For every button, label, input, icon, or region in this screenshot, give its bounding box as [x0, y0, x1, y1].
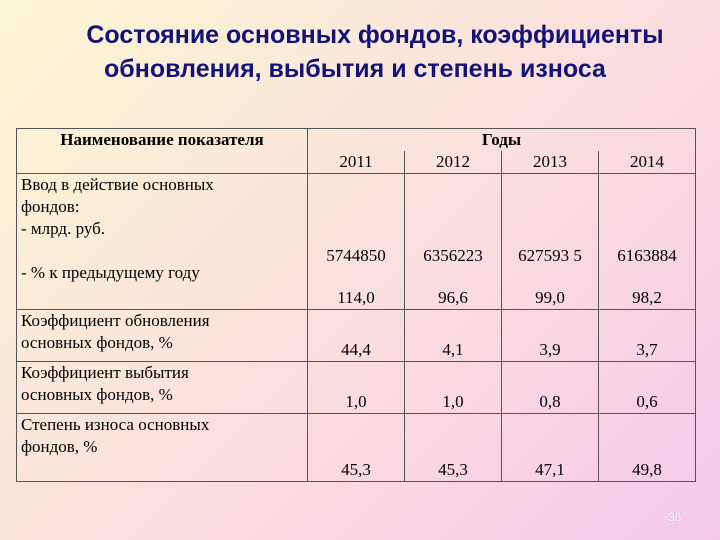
table-cell: 44,4	[308, 310, 405, 362]
table-cell: 0,6	[599, 362, 696, 414]
header-row	[17, 129, 696, 152]
row-label-line: основных фондов, %	[21, 385, 173, 404]
year-2011: 2011	[308, 151, 405, 174]
table-cell	[599, 174, 696, 310]
table-row	[17, 414, 696, 482]
title-line-1: Состояние основных фондов, коэффициенты	[86, 21, 664, 49]
year-2014: 2014	[599, 151, 696, 174]
indicators-table	[16, 128, 696, 482]
row-label-line: - % к предыдущему году	[21, 263, 200, 282]
cell-value-abs: 6356223	[423, 246, 483, 265]
table-cell: 45,3	[308, 414, 405, 482]
table-cell	[308, 174, 405, 310]
table-cell: 1,0	[308, 362, 405, 414]
table-cell: 49,8	[599, 414, 696, 482]
table-cell	[502, 174, 599, 310]
table-cell: 45,3	[405, 414, 502, 482]
table-cell: 3,7	[599, 310, 696, 362]
row-label-line: Ввод в действие основных	[21, 175, 214, 194]
row-label-line: фондов:	[21, 197, 80, 216]
table-row	[17, 362, 696, 414]
row-label-line: - млрд. руб.	[21, 219, 106, 238]
row-label-line: Коэффициент выбытия	[21, 363, 189, 382]
cell-value-abs: 6163884	[617, 246, 677, 265]
slide-number: 36	[668, 510, 682, 524]
cell-value-pct: 114,0	[337, 288, 375, 307]
row-label-spacer	[21, 240, 303, 262]
slide-title	[0, 18, 720, 86]
year-2013: 2013	[502, 151, 599, 174]
table-cell: 1,0	[405, 362, 502, 414]
years-header: Годы	[308, 129, 696, 152]
indicator-column-header: Наименование показателя	[17, 129, 308, 174]
table-cell: 4,1	[405, 310, 502, 362]
table-row	[17, 174, 696, 310]
row-label	[17, 174, 308, 310]
table-cell	[405, 174, 502, 310]
cell-value-pct: 99,0	[535, 288, 565, 307]
row-label	[17, 414, 308, 482]
cell-value-pct: 98,2	[632, 288, 662, 307]
table-cell: 0,8	[502, 362, 599, 414]
row-label-line: Коэффициент обновления	[21, 311, 210, 330]
cell-value-abs: 627593 5	[518, 246, 582, 265]
cell-value-abs: 5744850	[326, 246, 386, 265]
row-label-line: фондов, %	[21, 437, 98, 456]
row-label	[17, 310, 308, 362]
row-label-line: основных фондов, %	[21, 333, 173, 352]
table-cell: 47,1	[502, 414, 599, 482]
year-2012: 2012	[405, 151, 502, 174]
row-label-line: Степень износа основных	[21, 415, 210, 434]
table-row	[17, 310, 696, 362]
row-label	[17, 362, 308, 414]
cell-value-pct: 96,6	[438, 288, 468, 307]
table-cell: 3,9	[502, 310, 599, 362]
title-line-2: обновления, выбытия и степень износа	[104, 55, 606, 83]
